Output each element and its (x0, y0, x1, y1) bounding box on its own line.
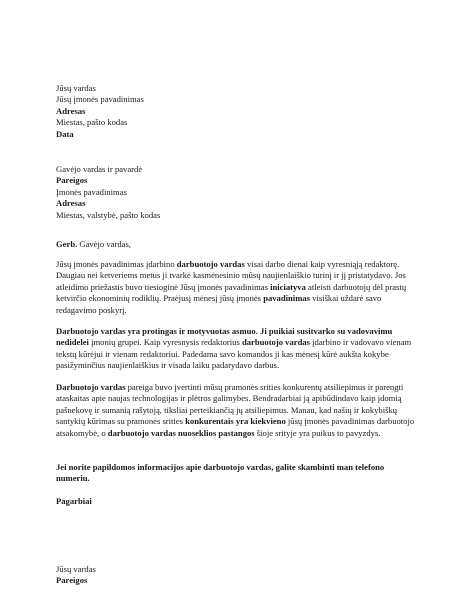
sender-company: Jūsų įmonės pavadinimas (56, 94, 144, 105)
sender-name: Jūsų vardas (56, 83, 96, 93)
paragraph-4 (56, 462, 416, 485)
p2-bold-1: Darbuotojo vardas yra protingas ir motyvuotas asmuo. Ji puikiai susitvarko su vadovavimu nedidelei (56, 326, 393, 348)
salutation-name: Gavėjo vardas, (79, 239, 131, 249)
p3-text-1: pareiga buvo įvertinti mūsų pramonės srities konkurentų atsiliepimus ir parengti ataskaitas apie naujas technologijas ir plėtros galimybes. Bendradarbiai ją apibūdindavo kaip įdomią pašnekovę ir sumanią rašytoją, tiksliai perteikiančią jų atsiliepimus. Manau, kad našių ir kokybiškų santykių kūrimas su pramonės srities (56, 382, 404, 427)
p1-text-2: visai darbo dienai kaip vyresniąją redaktorę. Daugiau nei ketveriems metus ji tvarkė kasmėnesinio mūsų naujienlaiškio turinį ir jį pristatydavo. Jos atleidimo priežastis buvo tiesioginė Jūsų įmonės pavadinimas (56, 259, 406, 292)
p3-text-2: jūsų įmonės pavadinimas darbuotojo atsakomybė, o (56, 416, 415, 438)
closing: Pagarbiai (56, 496, 92, 506)
paragraph-3 (56, 382, 416, 439)
sender-address: Adresas (56, 105, 86, 116)
p1-text-4: visiškai uždarė savo redagavimo poskyrį. (56, 293, 382, 315)
signature-block (56, 564, 416, 587)
salutation-prefix: Gerb. (56, 239, 78, 249)
recipient-block (56, 164, 416, 221)
p1-text-3: atleisti darbuotojų dėl prastų ketvirčio ekonominių rodiklių. Praėjusį mėnesį jūsų įmonės (56, 281, 407, 304)
recipient-name: Gavėjo vardas ir pavardė (56, 164, 143, 174)
p1-bold-1: darbuotojo vardas (176, 259, 245, 269)
salutation (56, 239, 416, 250)
sender-block (56, 83, 416, 140)
recipient-address: Adresas (56, 198, 86, 209)
letter-date: Data (56, 128, 74, 139)
signature-title: Pareigos (56, 575, 88, 586)
sender-city: Miestas, pašto kodas (56, 117, 128, 128)
p4-text: Jei norite papildomos informacijos apie darbuotojo vardas, galite skambinti man telefono numeriu. (56, 462, 385, 484)
paragraph-1 (56, 259, 416, 316)
recipient-city: Miestas, valstybė, pašto kodas (56, 209, 161, 220)
p2-text-2: įdarbino ir vadovavo vienam tekstų kūrėjui ir vienam redaktoriui. Padedama savo komandos ji kas mėnesį kūrė aukšta kokybe pasižyminčius naujienlaiškius ir visada laiku padarydavo darbus. (56, 337, 412, 371)
p1-bold-3: pavadinimas (263, 293, 310, 304)
p1-bold-2: iniciatyva (270, 281, 306, 292)
p3-text-3: šioje srityje yra puikus to pavyzdys. (254, 427, 381, 438)
p2-bold-2: darbuotojo vardas (241, 337, 310, 348)
paragraph-2 (56, 326, 416, 372)
p1-text-1: Jūsų įmonės pavadinimas įdarbino (56, 259, 177, 269)
p3-bold-1: Darbuotojo vardas (56, 382, 126, 392)
p2-text-1: įmonių grupei. Kaip vyresnysis redaktorius (88, 337, 242, 348)
recipient-company: Įmonės pavadinimas (56, 186, 127, 197)
p3-bold-3: darbuotojo vardas nuoseklios pastangos (107, 427, 255, 438)
signature-name: Jūsų vardas (56, 564, 96, 574)
p3-bold-2: konkurentais yra kiekvieno (185, 416, 286, 427)
recipient-title: Pareigos (56, 175, 88, 186)
